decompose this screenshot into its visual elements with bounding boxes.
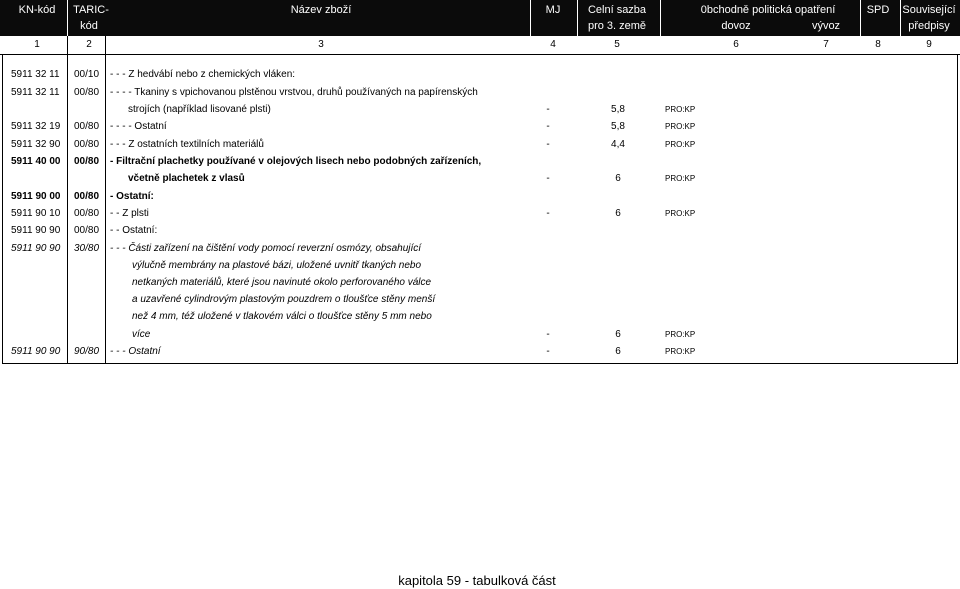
table-row xyxy=(0,240,960,257)
goods-description: - - - Z hedvábí nebo z chemických vláken: xyxy=(110,69,296,80)
header-taric-line1: TARIC- xyxy=(73,4,109,16)
goods-description: - - - Ostatní xyxy=(110,346,161,357)
kn-code: 5911 32 90 xyxy=(11,139,61,150)
unit: - xyxy=(546,346,550,357)
taric-code: 00/80 xyxy=(74,139,100,150)
header-celni-sazba-line1: Celní sazba xyxy=(587,4,647,16)
column-number-row xyxy=(0,36,960,55)
header-divider xyxy=(660,0,661,36)
goods-description: netkaných materiálů, které jsou navinuté okolo perforovaného válce xyxy=(132,277,432,288)
header-divider xyxy=(67,0,68,36)
goods-description: - - - - Ostatní xyxy=(110,121,167,132)
header-spd: SPD xyxy=(866,4,890,16)
table-row xyxy=(0,205,960,222)
table-row xyxy=(0,308,960,325)
taric-code: 90/80 xyxy=(74,346,100,357)
goods-description: - Filtrační plachetky používané v olejových lisech nebo podobných zařízeních, xyxy=(110,156,482,167)
goods-description: - - - Z ostatních textilních materiálů xyxy=(110,139,264,150)
trade-measure: PRO:KP xyxy=(665,347,696,356)
table-row xyxy=(0,101,960,118)
table-row xyxy=(0,84,960,101)
table-row xyxy=(0,257,960,274)
taric-code: 00/80 xyxy=(74,121,100,132)
header-vyvoz: vývoz xyxy=(811,20,841,32)
header-divider xyxy=(577,0,578,36)
kn-code: 5911 90 90 xyxy=(11,225,61,236)
goods-description: - - - Části zařízení na čištění vody pomocí reverzní osmózy, obsahující xyxy=(110,243,422,254)
trade-measure: PRO:KP xyxy=(665,140,696,149)
unit: - xyxy=(546,208,550,219)
header-divider xyxy=(530,0,531,36)
taric-code: 30/80 xyxy=(74,243,100,254)
duty-rate: 6 xyxy=(615,346,621,357)
kn-code: 5911 32 11 xyxy=(11,87,60,98)
kn-code: 5911 32 11 xyxy=(11,69,60,80)
goods-description: výlučně membrány na plastové bázi, uložené uvnitř tkaných nebo xyxy=(132,260,422,271)
duty-rate: 5,8 xyxy=(611,121,625,132)
table-row xyxy=(0,136,960,153)
kn-code: 5911 40 00 xyxy=(11,156,61,167)
header-celni-sazba-line2: pro 3. země xyxy=(587,20,647,32)
taric-code: 00/10 xyxy=(74,69,100,80)
column-number: 3 xyxy=(318,39,324,50)
table-row xyxy=(0,274,960,291)
trade-measure: PRO:KP xyxy=(665,105,696,114)
header-divider xyxy=(860,0,861,36)
table-row xyxy=(0,343,960,360)
goods-description: - - Ostatní: xyxy=(110,225,158,236)
duty-rate: 4,4 xyxy=(611,139,625,150)
unit: - xyxy=(546,121,550,132)
header-mj: MJ xyxy=(545,4,561,16)
page-footer: kapitola 59 - tabulková část xyxy=(398,573,556,588)
duty-rate: 6 xyxy=(615,329,621,340)
header-taric-line2: kód xyxy=(80,20,98,32)
trade-measure: PRO:KP xyxy=(665,330,696,339)
table-row xyxy=(0,188,960,205)
table-row xyxy=(0,222,960,239)
trade-measure: PRO:KP xyxy=(665,122,696,131)
goods-description: - Ostatní: xyxy=(110,191,154,202)
duty-rate: 6 xyxy=(615,173,621,184)
taric-code: 00/80 xyxy=(74,225,100,236)
column-number: 6 xyxy=(733,39,739,50)
unit: - xyxy=(546,139,550,150)
header-kn-kod: KN-kód xyxy=(18,4,56,16)
goods-description: - - Z plsti xyxy=(110,208,149,219)
column-number: 7 xyxy=(823,39,829,50)
unit: - xyxy=(546,173,550,184)
header-dovoz: dovoz xyxy=(721,20,751,32)
taric-code: 00/80 xyxy=(74,208,100,219)
header-souvisejici-line2: předpisy xyxy=(908,20,950,32)
goods-description: než 4 mm, též uložené v tlakovém válci o tloušťce stěny 5 mm nebo xyxy=(132,311,432,322)
kn-code: 5911 32 19 xyxy=(11,121,61,132)
unit: - xyxy=(546,329,550,340)
table-row xyxy=(0,326,960,343)
table-row xyxy=(0,170,960,187)
table-row xyxy=(0,153,960,170)
taric-code: 00/80 xyxy=(74,87,100,98)
column-number: 8 xyxy=(875,39,881,50)
goods-description: a uzavřené cylindrovým plastovým pouzdrem o tloušťce stěny menší xyxy=(132,294,436,305)
column-number: 4 xyxy=(550,39,556,50)
column-number: 2 xyxy=(86,39,92,50)
goods-description: - - - - Tkaniny s vpichovanou plstěnou vrstvou, druhů používaných na papírenských xyxy=(110,87,478,98)
table-header xyxy=(0,0,960,36)
header-souvisejici-line1: Související xyxy=(902,4,956,16)
header-nazev-zbozi: Název zboží xyxy=(290,4,352,16)
goods-description: včetně plachetek z vlasů xyxy=(128,173,245,184)
table-row xyxy=(0,291,960,308)
trade-measure: PRO:KP xyxy=(665,209,696,218)
goods-description: více xyxy=(132,329,151,340)
taric-code: 00/80 xyxy=(74,191,100,202)
duty-rate: 5,8 xyxy=(611,104,625,115)
header-obchodne-politicka: 0bchodně politická opatření xyxy=(700,4,836,16)
column-number: 1 xyxy=(34,39,40,50)
kn-code: 5911 90 90 xyxy=(11,346,61,357)
table-row xyxy=(0,118,960,135)
kn-code: 5911 90 10 xyxy=(11,208,61,219)
taric-code: 00/80 xyxy=(74,156,100,167)
duty-rate: 6 xyxy=(615,208,621,219)
unit: - xyxy=(546,104,550,115)
trade-measure: PRO:KP xyxy=(665,174,696,183)
goods-description: strojích (například lisované plsti) xyxy=(128,104,271,115)
column-number: 9 xyxy=(926,39,932,50)
kn-code: 5911 90 00 xyxy=(11,191,61,202)
kn-code: 5911 90 90 xyxy=(11,243,61,254)
header-divider xyxy=(900,0,901,36)
table-row xyxy=(0,66,960,83)
column-number: 5 xyxy=(614,39,620,50)
